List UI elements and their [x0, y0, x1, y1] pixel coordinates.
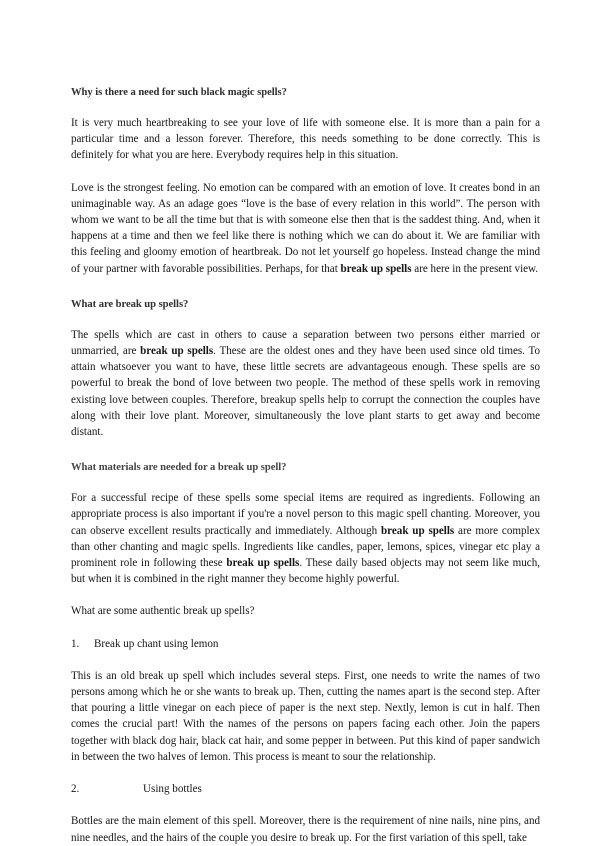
heading-what-are-break-up-spells: What are break up spells?: [71, 298, 189, 310]
text-run: Bottles are the main element of this spell. Moreover, there is the requirement of nine nails, nine pins, and nine needles, and the hairs of the couple you desire to break up. For the first variation of this spell, take: [71, 815, 540, 844]
text-run: are here in the present view.: [411, 262, 539, 275]
paragraph-spacer: [71, 587, 540, 603]
text-run: For a successful recipe of these spells some special items are required as ingredients. Following an appropriate process is also important if you're a novel person to this magic spell chanting. Moreover, you can observe excellent results practically and immediately. Although: [71, 492, 540, 537]
text-run: The spells which are cast in others to cause a separation between two persons either married or unmarried, are: [71, 328, 540, 358]
text-run: It is very much heartbreaking to see your love of life with someone else. It is more than a pain for a particular time and a lesson forever. Therefore, this needs something to be done correctly. This is definitely for what you are here. Everybody requires help in this situation.: [71, 117, 540, 162]
text-run: Love is the strongest feeling. No emotion can be compared with an emotion of love. It creates bond in an unimaginable way. As an adage goes “love is the base of every relation in this world”. The person with whom we want to be all the time but that is with someone else then that is the saddest thing. And, when it happens at a time and then we feel like there is nothing which we can do about it. We are familiar with this feeling and gloomy emotion of heartbreak. Do not let yourself go hopeless. Instead change the mind of your partner with favorable possibilities. Perhaps, for that: [71, 181, 540, 275]
paragraph-spacer: [71, 99, 540, 115]
paragraph-spacer: [71, 474, 540, 490]
emphasis-run: break up spells: [140, 345, 214, 358]
paragraph-spacer: [71, 164, 540, 180]
text-run: . These are the oldest ones and they have been used since old times. To attain whatsoever you want to have, these little secrets are advantageous enough. These spells are so powerful to break the bond of love between two people. The method of these spells work in removing existing love between couples. Therefore, breakup spells help to corrupt the connection the couples have along with their love plant. Moreover, simultaneously the love plant starts to get away and become distant.: [71, 345, 540, 439]
list-item-number: 2.: [71, 783, 80, 796]
para-successful-recipe: [71, 490, 540, 587]
heading-what-materials: What materials are needed for a break up spell?: [71, 462, 287, 474]
list-item-2: [71, 781, 540, 797]
heading-need-black-magic: Why is there a need for such black magic spells?: [71, 87, 287, 98]
list-item-number: 1.: [71, 637, 80, 650]
para-heartbreaking: [71, 115, 540, 164]
paragraph-spacer: [71, 277, 540, 298]
para-spells-definition: [71, 327, 540, 440]
emphasis-run: break up spells: [340, 262, 412, 275]
text-run: are more complex than other chanting and magic spells. Ingredients like candles, paper, lemons, spices, vinegar etc play a prominent role in following these: [71, 524, 540, 570]
paragraph-spacer: [71, 797, 540, 813]
document-body: [71, 86, 540, 846]
text-run: . These daily based objects may not seem like much, but when it is combined in the right manner they become highly powerful.: [71, 557, 540, 586]
text-run: What are some authentic break up spells?: [71, 605, 255, 618]
paragraph-spacer: [71, 311, 540, 327]
para-authentic-question: [71, 603, 540, 619]
text-run: This is an old break up spell which includes several steps. First, one needs to write the names of two persons among which he or she wants to break up. Then, cutting the names apart is the second step. After that pouring a little vinegar on each piece of paper is the next step. Nextly, lemon is cut in half. Then comes the crucial part! With the names of the persons on papers facing each other. Join the papers together with black dog hair, black cat hair, and some pepper in between. Put this kind of paper sandwich in between the two halves of lemon. This process is meant to sour the relationship.: [71, 669, 540, 763]
para-bottles-spell: [71, 813, 540, 845]
paragraph-spacer: [71, 440, 540, 461]
paragraph-spacer: [71, 620, 540, 636]
paragraph-spacer: [71, 765, 540, 781]
emphasis-run: break up spells: [381, 524, 455, 537]
para-lemon-spell: [71, 668, 540, 765]
paragraph-spacer: [71, 652, 540, 668]
list-item-label: Using bottles: [143, 783, 202, 796]
emphasis-run: break up spells: [226, 557, 300, 570]
para-love-strongest-feeling: [71, 180, 540, 277]
list-item-1: [71, 636, 540, 652]
list-item-label: Break up chant using lemon: [94, 637, 219, 650]
